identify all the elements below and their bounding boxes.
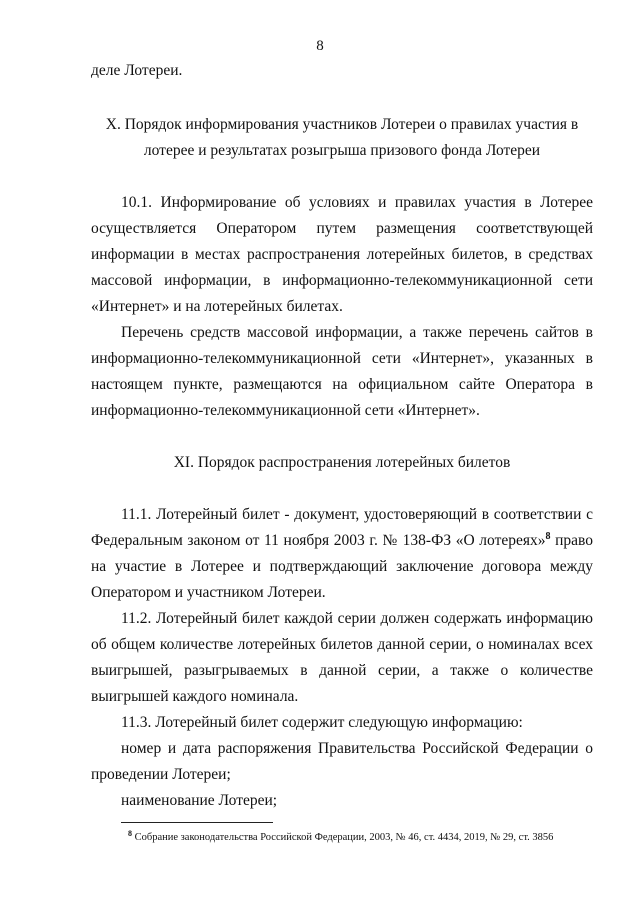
section-heading-xi: XI. Порядок распространения лотерейных билетов [173,454,511,471]
text-line: 11.3. Лотерейный билет содержит следующую информацию: [121,714,523,731]
text-line: Перечень средств массовой информации, а также перечень сайтов в [121,324,593,341]
text-line: 11.1. Лотерейный билет - документ, удостоверяющий в соответствии с [121,506,593,523]
footnote-text: Собрание законодательства Российской Федерации, 2003, № 46, ст. 4434, 2019, № 29, ст. 3856 [134,832,554,843]
page-number: 8 [316,38,324,54]
text-line: информационно-телекоммуникационной сети «Интернет». [91,402,480,419]
text-line-with-footnote [91,532,593,550]
text-line: наименование Лотереи; [121,792,278,809]
text-segment: Федеральным законом от 11 ноября 2003 г. № 138-ФЗ «О лотереях» [91,532,546,549]
text-line: об общем количестве лотерейных билетов данной серии, о номиналах всех [91,636,593,653]
text-line: 10.1. Информирование об условиях и правилах участия в Лотерее [121,194,593,211]
footnote-divider [121,822,273,823]
text-line: выигрышей, разыгрываемых в данной серии, а также о количестве [91,662,593,679]
text-line: информационно-телекоммуникационной сети «Интернет», указанных в [91,350,593,367]
text-line: Оператором и участником Лотереи. [91,584,326,601]
text-line: массовой информации, в информационно-телекоммуникационной сети [91,272,593,289]
footnote-mark: 8 [128,829,132,838]
section-heading-x-line1: X. Порядок информирования участников Лотереи о правилах участия в [105,116,579,133]
text-line: проведении Лотереи; [91,766,231,783]
text-line: «Интернет» и на лотерейных билетах. [91,298,343,315]
text-line: осуществляется Оператором путем размещения соответствующей [91,220,593,237]
text-line: настоящем пункте, размещаются на официальном сайте Оператора в [91,376,593,393]
text-line: номер и дата распоряжения Правительства Российской Федерации о [121,740,593,757]
footnote-reference: 8 [545,531,551,542]
footnote [128,829,554,843]
text-line: деле Лотереи. [91,62,183,79]
text-line: выигрышей каждого номинала. [91,688,299,705]
text-line: 11.2. Лотерейный билет каждой серии должен содержать информацию [121,610,593,627]
text-segment: право [555,532,593,549]
section-heading-x-line2: лотерее и результатах розыгрыша призового фонда Лотереи [143,142,541,159]
text-line: информации в местах распространения лотерейных билетов, в средствах [91,246,593,263]
text-line: на участие в Лотерее и подтверждающий заключение договора между [91,558,593,575]
